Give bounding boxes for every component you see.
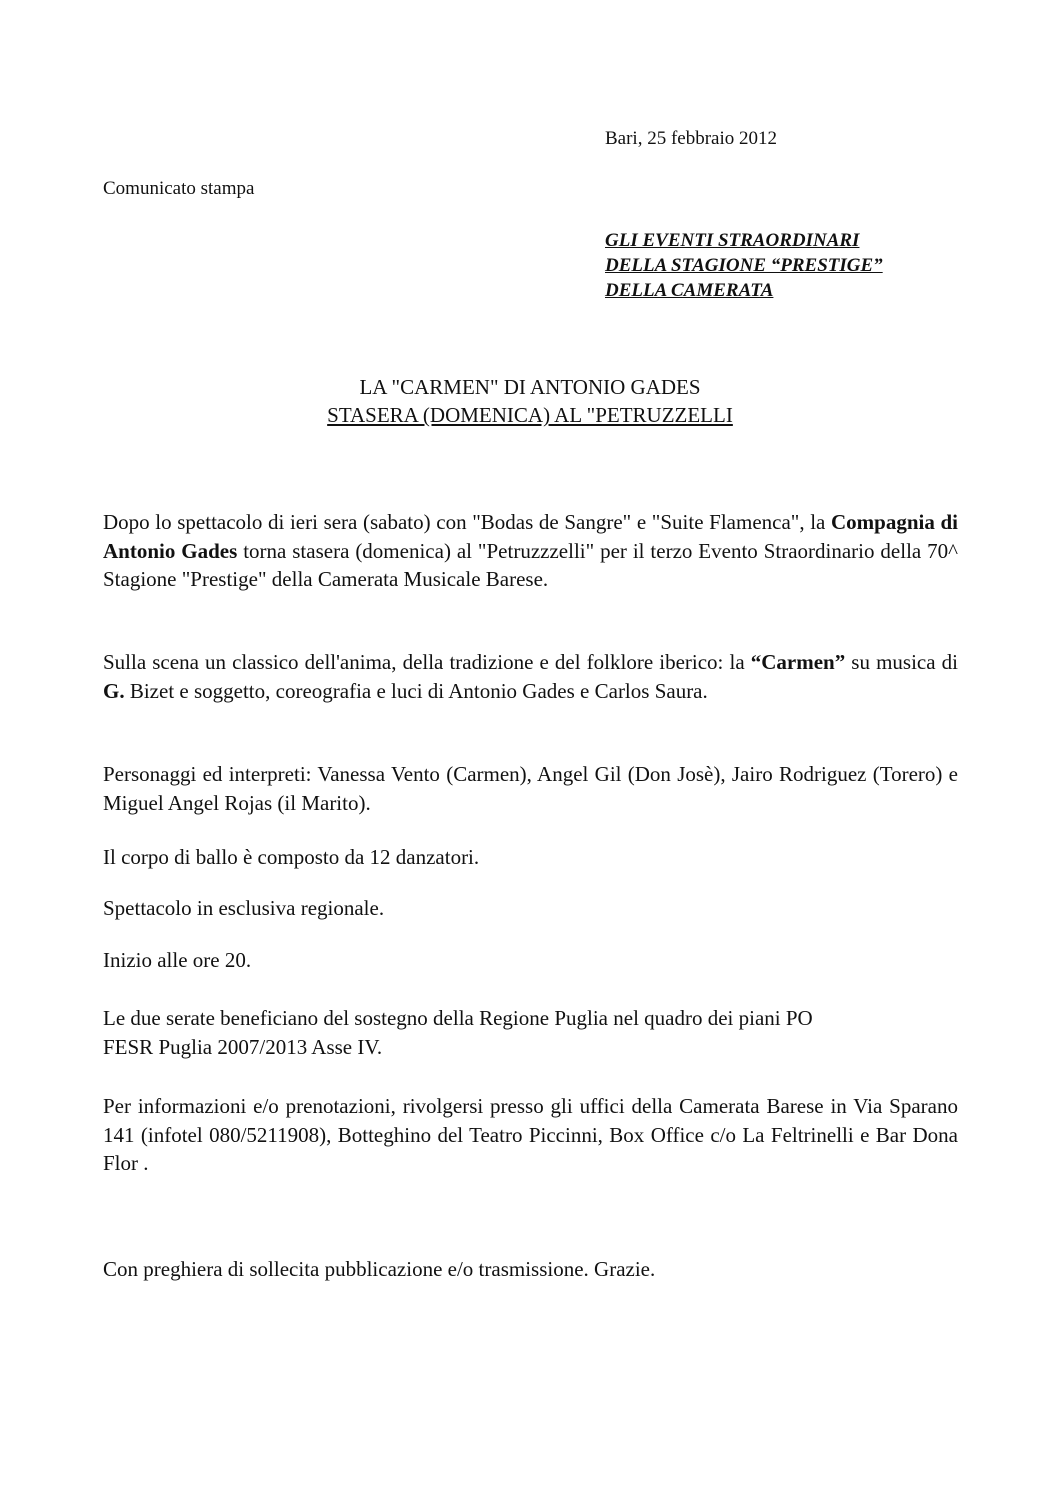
company-name: Compagnia di Antonio Gades	[103, 510, 958, 563]
paragraph-intro: Dopo lo spettacolo di ieri sera (sabato) con "Bodas de Sangre" e "Suite Flamenca", la Compagnia di Antonio Gades torna stasera (domenica) al "Petruzzzelli" per il terzo Evento Straordinario della 70^ Stagione "Prestige" della Camerata Musicale Barese.	[103, 510, 959, 591]
paragraph-info: Per informazioni e/o prenotazioni, rivolgersi presso gli uffici della Camerata Barese in Via Sparano 141 (infotel 080/5211908), Botteghino del Teatro Piccinni, Box Office c/o La Feltrinelli e Bar Dona Flor .	[103, 1094, 958, 1175]
paragraph-cast: Personaggi ed interpreti: Vanessa Vento (Carmen), Angel Gil (Don Josè), Jairo Rodriguez (Torero) e Miguel Angel Rojas (il Marito).	[103, 762, 958, 815]
document-type-label: Comunicato stampa	[103, 178, 255, 199]
series-line-1: GLI EVENTI STRAORDINARI	[605, 230, 860, 251]
carmen-title: “Carmen”	[750, 650, 846, 674]
headline-line-2: STASERA (DOMENICA) AL "PETRUZZELLI	[327, 403, 733, 427]
closing-line: Con preghiera di sollecita pubblicazione e/o trasmissione. Grazie.	[103, 1257, 656, 1281]
headline-line-1: LA "CARMEN" DI ANTONIO GADES	[359, 375, 701, 399]
paragraph-support: Le due serate beneficiano del sostegno della Regione Puglia nel quadro dei piani PO FESR Puglia 2007/2013 Asse IV.	[103, 1006, 813, 1059]
event-series-heading	[605, 228, 883, 303]
paragraph-start-time: Inizio alle ore 20.	[103, 948, 252, 972]
document-date: Bari, 25 febbraio 2012	[605, 128, 778, 149]
series-line-2: DELLA STAGIONE “PRESTIGE”	[605, 255, 883, 276]
series-line-3: DELLA CAMERATA	[605, 280, 774, 301]
paragraph-carmen: Sulla scena un classico dell'anima, della tradizione e del folklore iberico: la “Carmen” su musica di G. Bizet e soggetto, coreografia e luci di Antonio Gades e Carlos Saura.	[103, 650, 958, 703]
paragraph-corps: Il corpo di ballo è composto da 12 danzatori.	[103, 845, 480, 869]
paragraph-exclusive: Spettacolo in esclusiva regionale.	[103, 896, 385, 920]
